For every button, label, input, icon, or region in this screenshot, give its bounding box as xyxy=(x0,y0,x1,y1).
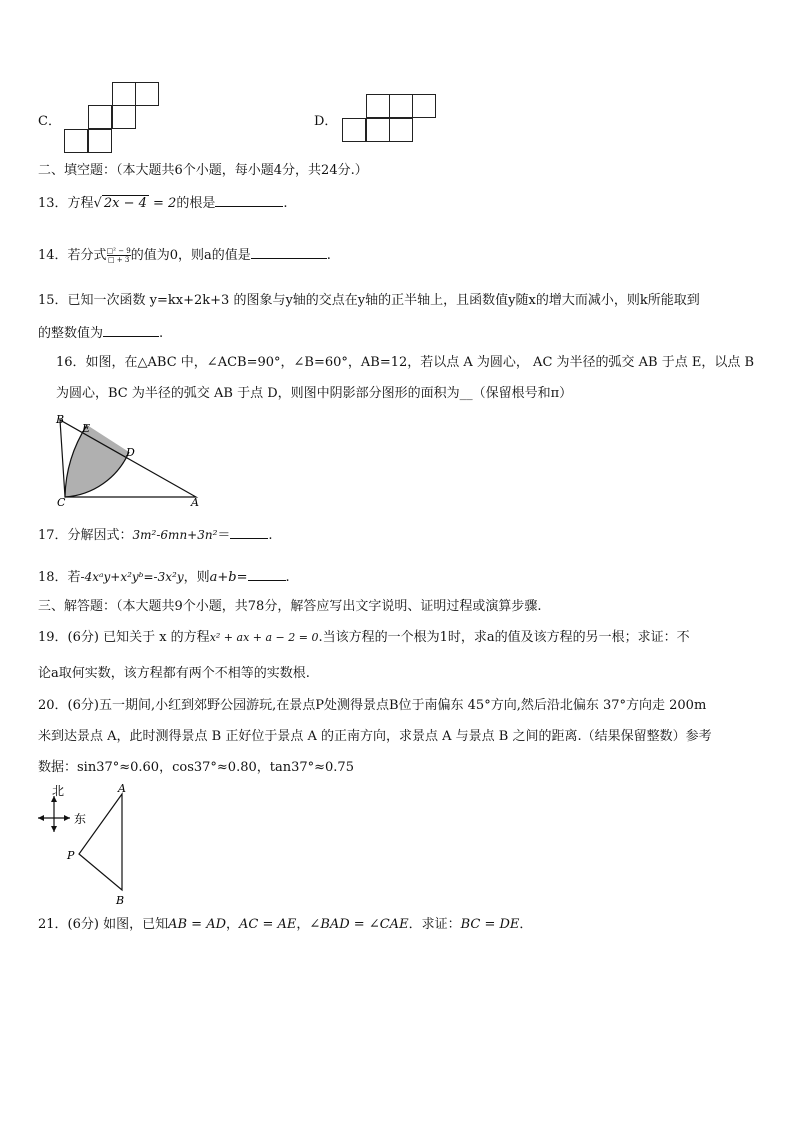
q19-prefix: 19．(6分) 已知关于 x 的方程 xyxy=(38,630,210,645)
q18-answer-blank[interactable] xyxy=(248,568,286,581)
q20-triangle xyxy=(79,794,122,890)
compass-south-arrow xyxy=(51,826,57,832)
question-18 xyxy=(38,568,290,586)
question-20-line1: 20．(6分)五一期间,小红到郊野公园游玩,在景点P处测得景点B位于南偏东 45°方向,然后沿北偏东 37°方向走 200m xyxy=(38,698,707,713)
question-16-line2: 为圆心，BC 为半径的弧交 AB 于点 D，则图中阴影部分图形的面积为__（保留根号和π） xyxy=(56,386,573,401)
q17-answer-blank[interactable] xyxy=(230,526,268,539)
section2-heading: 二、填空题：（本大题共6个小题，每小题4分，共24分.） xyxy=(38,163,368,178)
q13-answer-blank[interactable] xyxy=(215,194,283,207)
q16-triangle-figure xyxy=(52,410,204,508)
q18-expr2: a+b xyxy=(209,570,237,585)
q16-label-b: B xyxy=(56,413,65,426)
q16-label-d: D xyxy=(126,446,135,459)
q21-conclusion: BC = DE xyxy=(460,917,520,932)
q16-label-e: E xyxy=(82,422,91,435)
question-13: 13．方程√ 2x − 4 = 2的根是 . xyxy=(38,196,288,211)
question-15-line1: 15．已知一次函数 y=kx+2k+3 的图象与y轴的交点在y轴的正半轴上，且函数值y随x的增大而减小，则k所能取到 xyxy=(38,293,700,308)
compass-west-arrow xyxy=(38,815,44,821)
q14-frac-den: □ + 3 xyxy=(107,256,130,264)
q21-condition-3: ∠BAD = ∠CAE xyxy=(309,917,409,932)
q16-label-a: A xyxy=(191,496,199,508)
q19-equation: x² + ax + a − 2 = 0 xyxy=(209,631,319,644)
q20-label-north: 北 xyxy=(52,784,65,798)
q21-mid: ．求证： xyxy=(408,917,461,932)
q13-radicand: 2x − 4 xyxy=(103,196,147,211)
q19-suffix: .当该方程的一个根为1时，求a的值及该方程的另一根；求证：不 xyxy=(318,630,690,645)
q21-condition-1: AB = AD xyxy=(168,917,227,932)
question-21: 21．(6分) 如图，已知AB = AD，AC = AE，∠BAD = ∠CAE．求证：BC = DE． xyxy=(38,917,533,932)
question-20-line2: 米到达景点 A，此时测得景点 B 正好位于景点 A 的正南方向，求景点 A 与景点 B 之间的距离.（结果保留整数）参考 xyxy=(38,729,712,744)
q16-shaded-region xyxy=(65,425,129,497)
q18-eq: = xyxy=(236,570,248,585)
q13-prefix: 13．方程 xyxy=(38,196,94,211)
q20-label-b: B xyxy=(116,894,125,907)
q17-prefix: 17．分解因式： xyxy=(38,528,133,543)
q14-prefix: 14．若分式 xyxy=(38,248,107,263)
q15-answer-blank[interactable] xyxy=(103,324,159,337)
question-16-line1: 16．如图，在△ABC 中，∠ACB=90°，∠B=60°，AB=12，若以点 A 为圆心， AC 为半径的弧交 AB 于点 E，以点 B xyxy=(56,355,755,370)
q20-label-east: 东 xyxy=(74,812,87,826)
question-17 xyxy=(38,526,273,544)
question-20-line3: 数据：sin37°≈0.60，cos37°≈0.80，tan37°≈0.75 xyxy=(38,760,354,775)
q17-eq: ＝ xyxy=(217,528,231,543)
q20-label-a: A xyxy=(118,782,126,795)
q15-end: . xyxy=(159,326,164,341)
q21-end: ． xyxy=(519,917,533,932)
q17-end: . xyxy=(268,528,273,543)
q15-line2-prefix: 的整数值为 xyxy=(38,326,104,341)
q18-prefix: 18．若 xyxy=(38,570,81,585)
q14-suffix: 的值为0，则a的值是 xyxy=(130,248,251,263)
q16-label-c: C xyxy=(57,496,66,508)
question-19-line2: 论a取何实数，该方程都有两个不相等的实数根. xyxy=(38,666,310,681)
q14-frac-num: □² − 9 xyxy=(106,247,131,255)
option-d-label: D． xyxy=(314,114,338,129)
q18-end: . xyxy=(285,570,290,585)
q20-direction-figure xyxy=(36,780,136,908)
question-19-line1 xyxy=(38,630,690,646)
q14-end: . xyxy=(326,248,331,263)
q21-condition-2: AC = AE xyxy=(239,917,297,932)
q21-prefix: 21．(6分) 如图，已知 xyxy=(38,917,169,932)
q14-fraction xyxy=(107,247,131,264)
q18-mid: ，则 xyxy=(183,570,210,585)
q13-end: . xyxy=(283,196,288,211)
section3-heading: 三、解答题：（本大题共9个小题，共78分，解答应写出文字说明、证明过程或演算步骤. xyxy=(38,599,542,614)
option-c-label: C． xyxy=(38,114,61,129)
q13-suffix: 的根是 xyxy=(176,196,216,211)
question-15-line2 xyxy=(38,324,163,342)
compass-east-arrow xyxy=(64,815,70,821)
q20-label-p: P xyxy=(67,849,75,862)
question-14 xyxy=(38,246,331,264)
q14-answer-blank[interactable] xyxy=(251,246,327,259)
q18-expr: -4xᵃy+x²yᵇ=-3x²y xyxy=(80,570,184,584)
q17-expr: 3m²-6mn+3n² xyxy=(132,528,218,542)
q13-equals: = 2 xyxy=(148,196,177,211)
